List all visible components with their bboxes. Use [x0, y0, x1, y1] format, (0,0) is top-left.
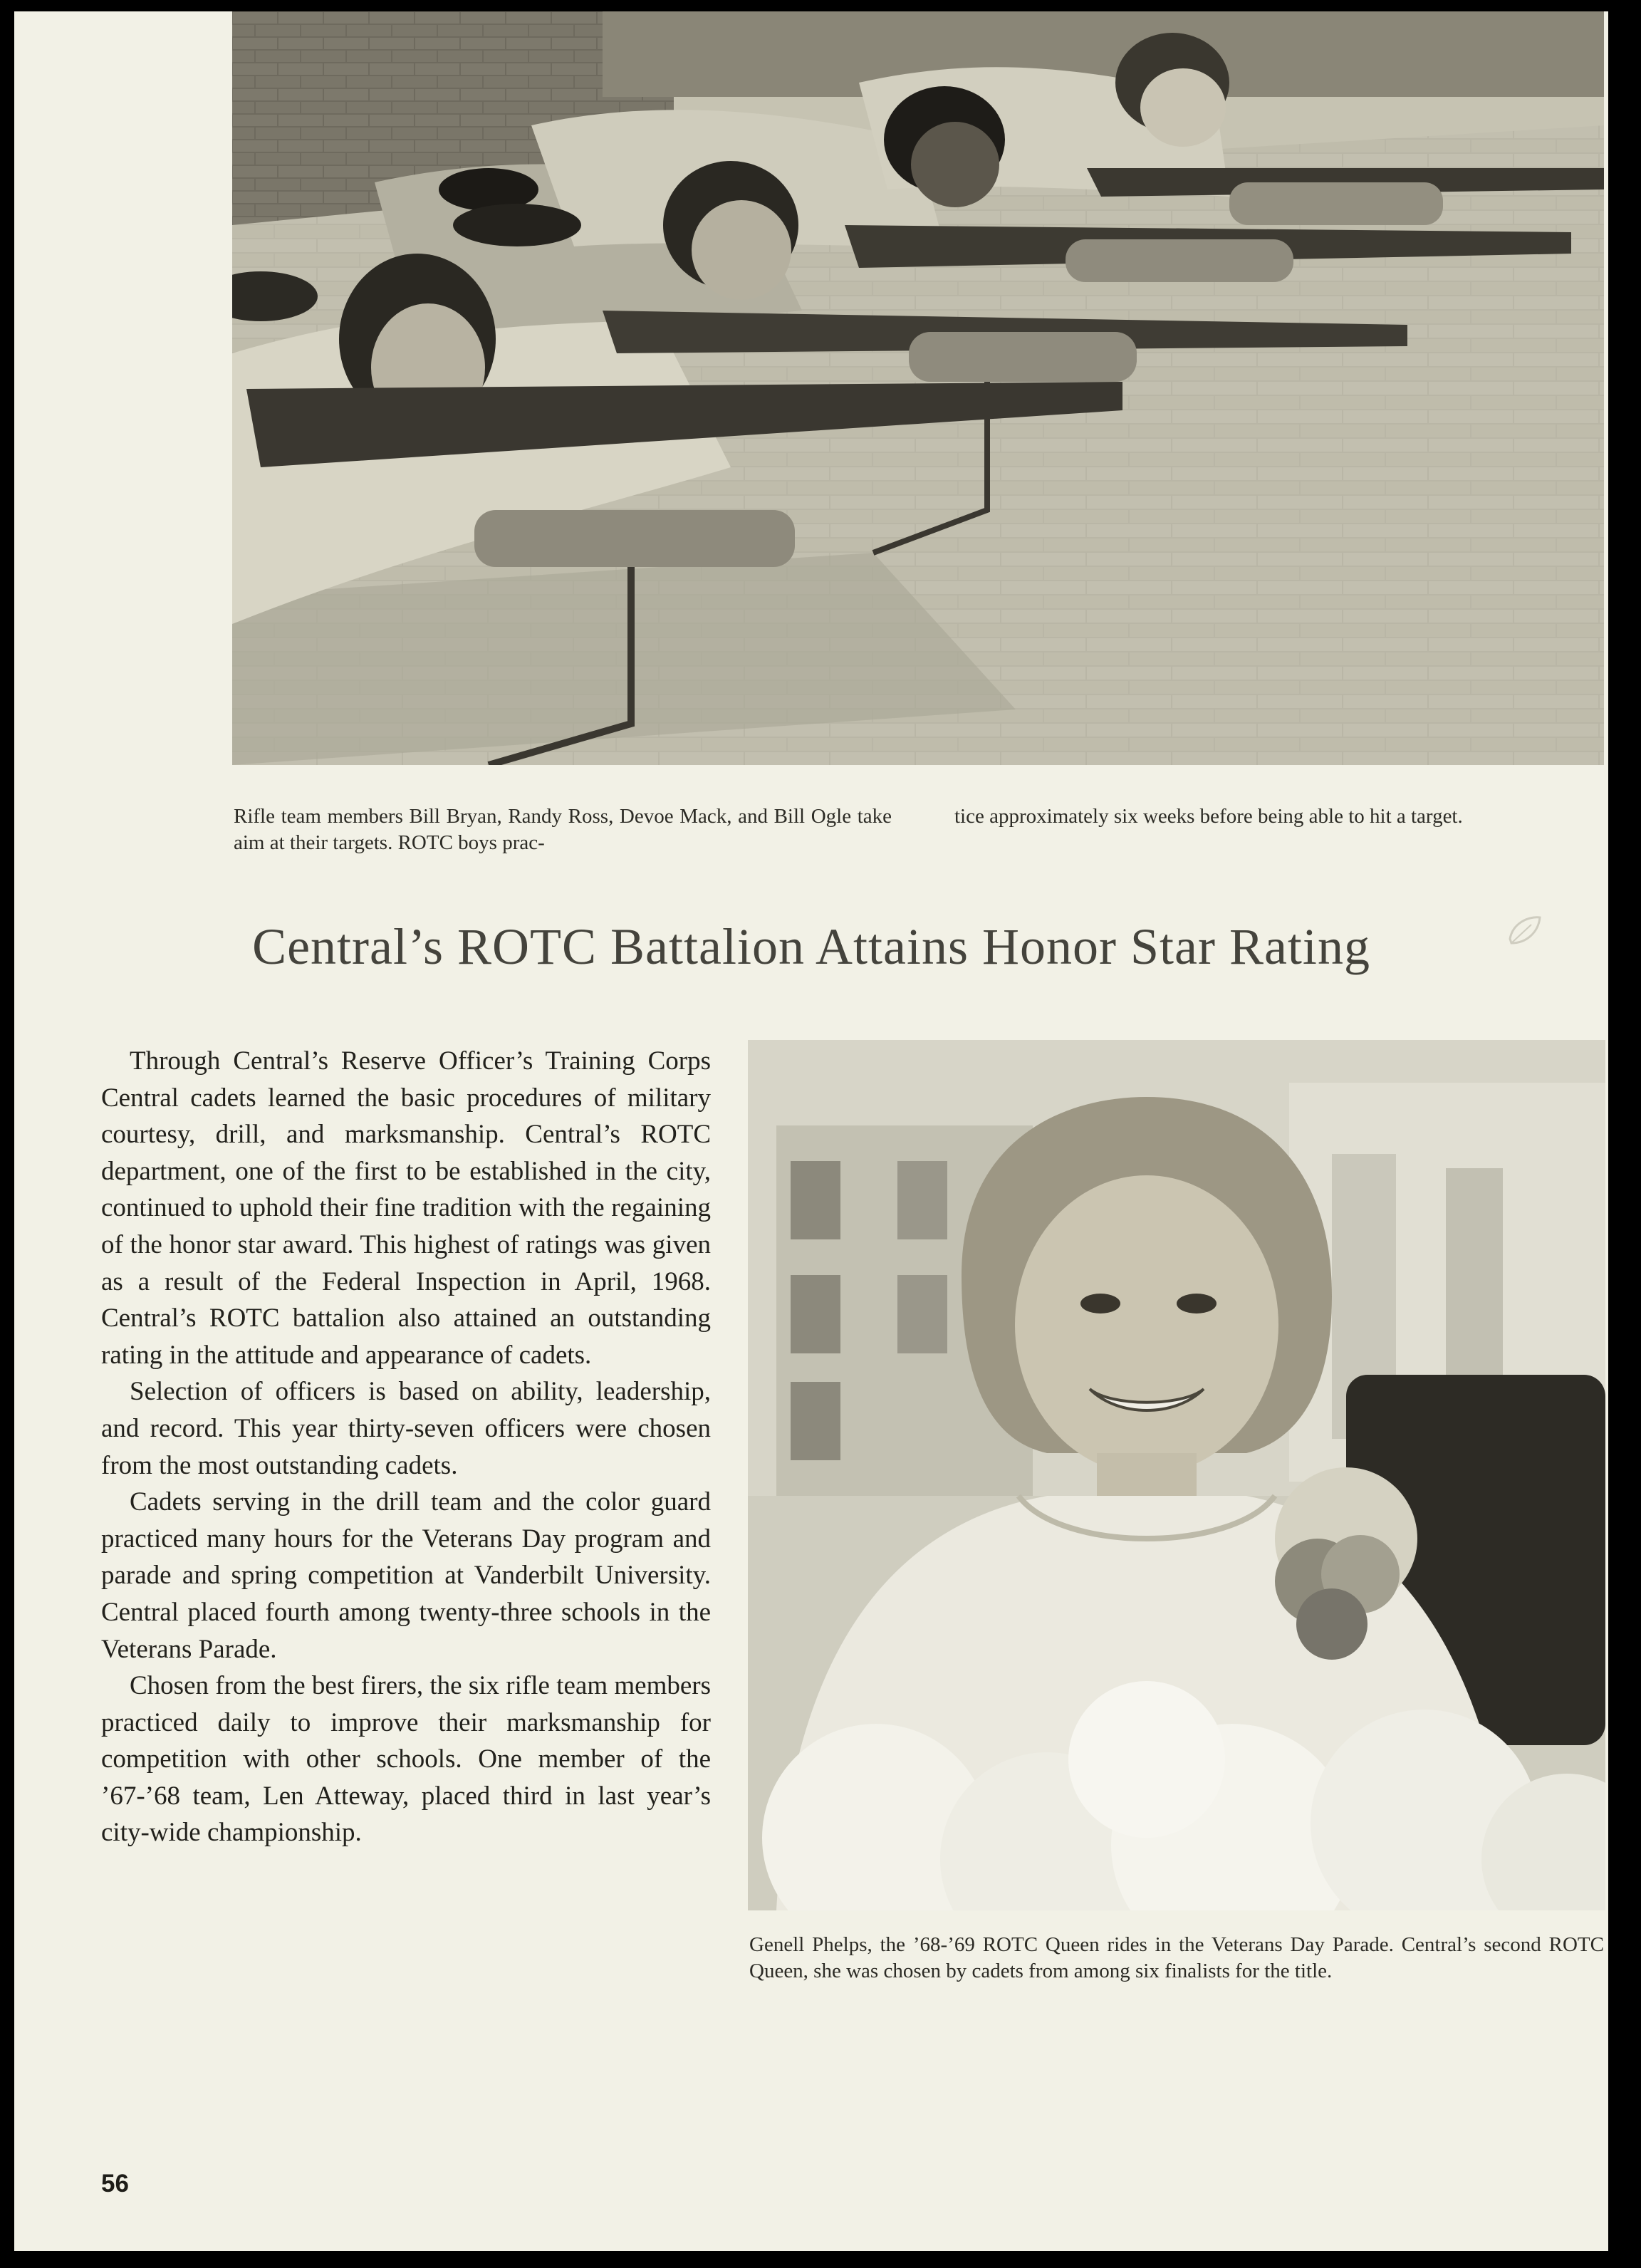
- rifle-photo-caption-left: Rifle team members Bill Bryan, Randy Ross, Devoe Mack, and Bill Ogle take aim at their targets. ROTC boys prac-: [234, 805, 892, 854]
- article-paragraph: Chosen from the best firers, the six rifle team members practiced daily to improve their marksmanship for competition with other schools. One member of the ’67-’68 team, Len Atteway, placed third in last year’s city-wide championship.: [101, 1671, 711, 1848]
- page-number: 56: [101, 2170, 129, 2197]
- article-headline: Central’s ROTC Battalion Attains Honor Star Rating: [252, 918, 1370, 975]
- leaf-icon: [1503, 910, 1546, 953]
- rifle-team-photo-image: [232, 11, 1604, 765]
- rifle-team-photo: [232, 11, 1604, 765]
- article-body: [101, 1043, 711, 1851]
- article-paragraph: Through Central’s Reserve Officer’s Training Corps Central cadets learned the basic procedures of military courtesy, drill, and marksmanship. Central’s ROTC department, one of the first to be established in the city, continued to uphold their fine tradition with the regaining of the honor star award. This highest of ratings was given as a result of the Federal Inspection in April, 1968. Central’s ROTC battalion also attained an outstanding rating in the attitude and appearance of cadets.: [101, 1046, 711, 1370]
- rotc-queen-photo-image: [748, 1040, 1605, 1910]
- rifle-photo-caption-right: tice approximately six weeks before being able to hit a target.: [954, 805, 1463, 828]
- queen-photo-caption: Genell Phelps, the ’68-’69 ROTC Queen rides in the Veterans Day Parade. Central’s second ROTC Queen, she was chosen by cadets from among six finalists for the title.: [749, 1933, 1604, 1982]
- rotc-queen-photo: [748, 1040, 1605, 1910]
- yearbook-page: [14, 11, 1608, 2251]
- article-paragraph: Cadets serving in the drill team and the color guard practiced many hours for the Veterans Day program and parade and spring competition at Vanderbilt University. Central placed fourth among twenty-three schools in the Veterans Parade.: [101, 1487, 711, 1664]
- article-paragraph: Selection of officers is based on ability, leadership, and record. This year thirty-seven officers were chosen from the most outstanding cadets.: [101, 1377, 711, 1480]
